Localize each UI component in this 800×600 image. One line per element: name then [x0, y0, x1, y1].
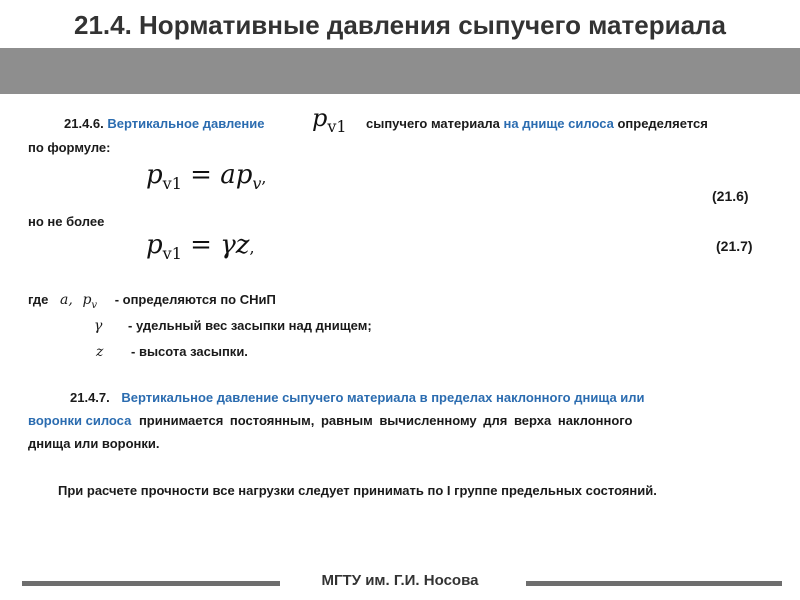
eq1-number: (21.6)	[712, 188, 749, 204]
para1-mid: сыпучего материала	[366, 116, 500, 131]
para2-line1	[70, 390, 645, 405]
para2-number: 21.4.7.	[70, 390, 110, 405]
para1-symbol-sub: v1	[327, 116, 347, 136]
eq2-number: (21.7)	[716, 238, 753, 254]
eq2-equals: =	[181, 230, 221, 260]
footer-university: МГТУ им. Г.И. Носова	[321, 572, 479, 589]
where-text-1: - определяются по СНиП	[114, 292, 276, 307]
where-row-3	[96, 344, 248, 360]
para1-line2: по формуле:	[28, 140, 111, 155]
para2-blue-2: воронки силоса	[28, 413, 132, 428]
para1-symbol-p: p	[312, 104, 328, 132]
where-sym-p-letter: p	[82, 292, 92, 308]
where-text-2: - удельный вес засыпки над днищем;	[128, 318, 372, 333]
no-more-text: но не более	[28, 214, 105, 229]
eq2-gamma: γ	[220, 230, 236, 260]
eq1-lhs-sub: v1	[162, 174, 182, 194]
para1-blue-b: на днище силоса	[503, 116, 614, 131]
para2-line3: днища или воронки.	[28, 436, 160, 451]
eq2-z: z	[235, 230, 250, 260]
where-sym-z: z	[96, 344, 104, 360]
eq1-rhs-sub: v	[252, 174, 262, 194]
eq1-lhs: p	[146, 160, 163, 190]
para1-line1	[64, 116, 264, 131]
where-sym-p-sub: v	[91, 299, 98, 311]
where-text-3: - высота засыпки.	[131, 344, 248, 359]
para2-blue-1: Вертикальное давление сыпучего материала в пределах наклонного днища или	[121, 390, 645, 405]
eq1-equals: =	[181, 160, 221, 190]
where-sym-p	[82, 292, 98, 311]
eq2-lhs: p	[146, 230, 163, 260]
para1-number: 21.4.6.	[64, 116, 104, 131]
where-sym-a: a,	[60, 292, 73, 308]
para1-tail: определяется	[617, 116, 708, 131]
where-sym-gamma: γ	[94, 318, 103, 334]
where-row-2	[94, 318, 372, 334]
para2-rest-2: принимается постоянным, равным вычисленному для верха наклонного	[138, 413, 633, 428]
note-text: При расчете прочности все нагрузки следует принимать по I группе предельных состояний.	[58, 483, 657, 498]
eq2-comma: ,	[249, 238, 255, 257]
where-label: где	[28, 292, 49, 307]
para2-line2	[28, 413, 632, 428]
eq1-comma: ,	[261, 168, 267, 187]
para1-symbol	[312, 104, 347, 136]
eq1-rhs: p	[235, 160, 253, 190]
eq2-lhs-sub: v1	[162, 244, 182, 264]
equation-21-6	[146, 160, 267, 193]
para1-blue-a: Вертикальное давление	[107, 116, 265, 131]
equation-21-7	[146, 230, 255, 263]
where-row-1	[28, 292, 276, 311]
page-title: 21.4. Нормативные давления сыпучего материала	[73, 10, 727, 40]
eq1-a: a	[220, 160, 236, 190]
header-band	[0, 48, 800, 94]
para1-line1-right	[366, 116, 708, 131]
